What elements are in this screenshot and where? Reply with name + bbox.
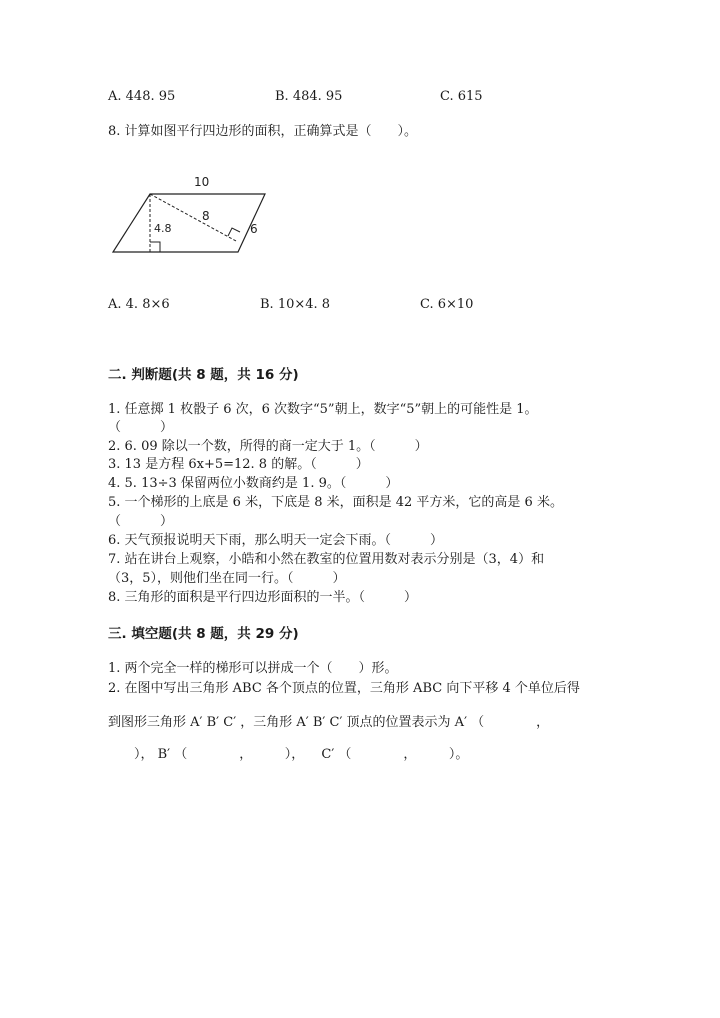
label-height: 4.8 bbox=[154, 222, 172, 235]
q8-question: 8. 计算如图平行四边形的面积，正确算式是（ ）。 bbox=[108, 124, 418, 139]
s2-line-7-cont: （3，5），则他们坐在同一行。（ ） bbox=[108, 571, 346, 586]
s2-line-8: 8. 三角形的面积是平行四边形面积的一半。（ ） bbox=[108, 590, 418, 605]
q8-option-c: C. 6×10 bbox=[420, 297, 474, 312]
parallelogram-figure bbox=[108, 168, 278, 263]
s2-line-7: 7. 站在讲台上观察，小皓和小然在教室的位置用数对表示分别是（3，4）和 bbox=[108, 552, 545, 567]
right-angle-mark-side bbox=[228, 228, 240, 236]
s2-line-1: 1. 任意掷 1 枚骰子 6 次，6 次数字“5”朝上，数字“5”朝上的可能性是 1。 bbox=[108, 402, 538, 417]
s2-line-1-blank: （ ） bbox=[108, 420, 174, 435]
s2-line-3: 3. 13 是方程 6x+5=12. 8 的解。（ ） bbox=[108, 457, 369, 472]
parallelogram-outline bbox=[113, 194, 265, 252]
section2-title: 二. 判断题(共 8 题，共 16 分) bbox=[108, 367, 299, 383]
label-diag: 8 bbox=[202, 209, 210, 223]
s3-line-1: 1. 两个完全一样的梯形可以拼成一个（ ）形。 bbox=[108, 661, 398, 676]
s3-line-2-answers: ）， B′ （ ， ）， C′ （ ， ）。 bbox=[108, 747, 469, 762]
q7-option-c: C. 615 bbox=[440, 89, 483, 104]
q8-option-b: B. 10×4. 8 bbox=[260, 297, 331, 312]
s2-line-2: 2. 6. 09 除以一个数，所得的商一定大于 1。（ ） bbox=[108, 439, 428, 454]
right-angle-mark-bottom bbox=[150, 242, 160, 252]
s3-line-2-cont: 到图形三角形 A′ B′ C′ ，三角形 A′ B′ C′ 顶点的位置表示为 A′ （ ， bbox=[108, 715, 550, 730]
section3-title: 三. 填空题(共 8 题，共 29 分) bbox=[108, 626, 299, 642]
q7-option-a: A. 448. 95 bbox=[108, 89, 176, 104]
s2-line-5-blank: （ ） bbox=[108, 514, 174, 529]
q7-option-b: B. 484. 95 bbox=[275, 89, 343, 104]
s2-line-6: 6. 天气预报说明天下雨，那么明天一定会下雨。（ ） bbox=[108, 533, 444, 548]
label-side: 6 bbox=[250, 222, 258, 236]
s2-line-4: 4. 5. 13÷3 保留两位小数商约是 1. 9。（ ） bbox=[108, 476, 399, 491]
s3-line-2: 2. 在图中写出三角形 ABC 各个顶点的位置，三角形 ABC 向下平移 4 个单位后得 bbox=[108, 681, 580, 696]
s2-line-5: 5. 一个梯形的上底是 6 米，下底是 8 米，面积是 42 平方米，它的高是 6 米。 bbox=[108, 495, 563, 510]
q8-option-a: A. 4. 8×6 bbox=[108, 297, 170, 312]
label-top: 10 bbox=[194, 175, 210, 189]
